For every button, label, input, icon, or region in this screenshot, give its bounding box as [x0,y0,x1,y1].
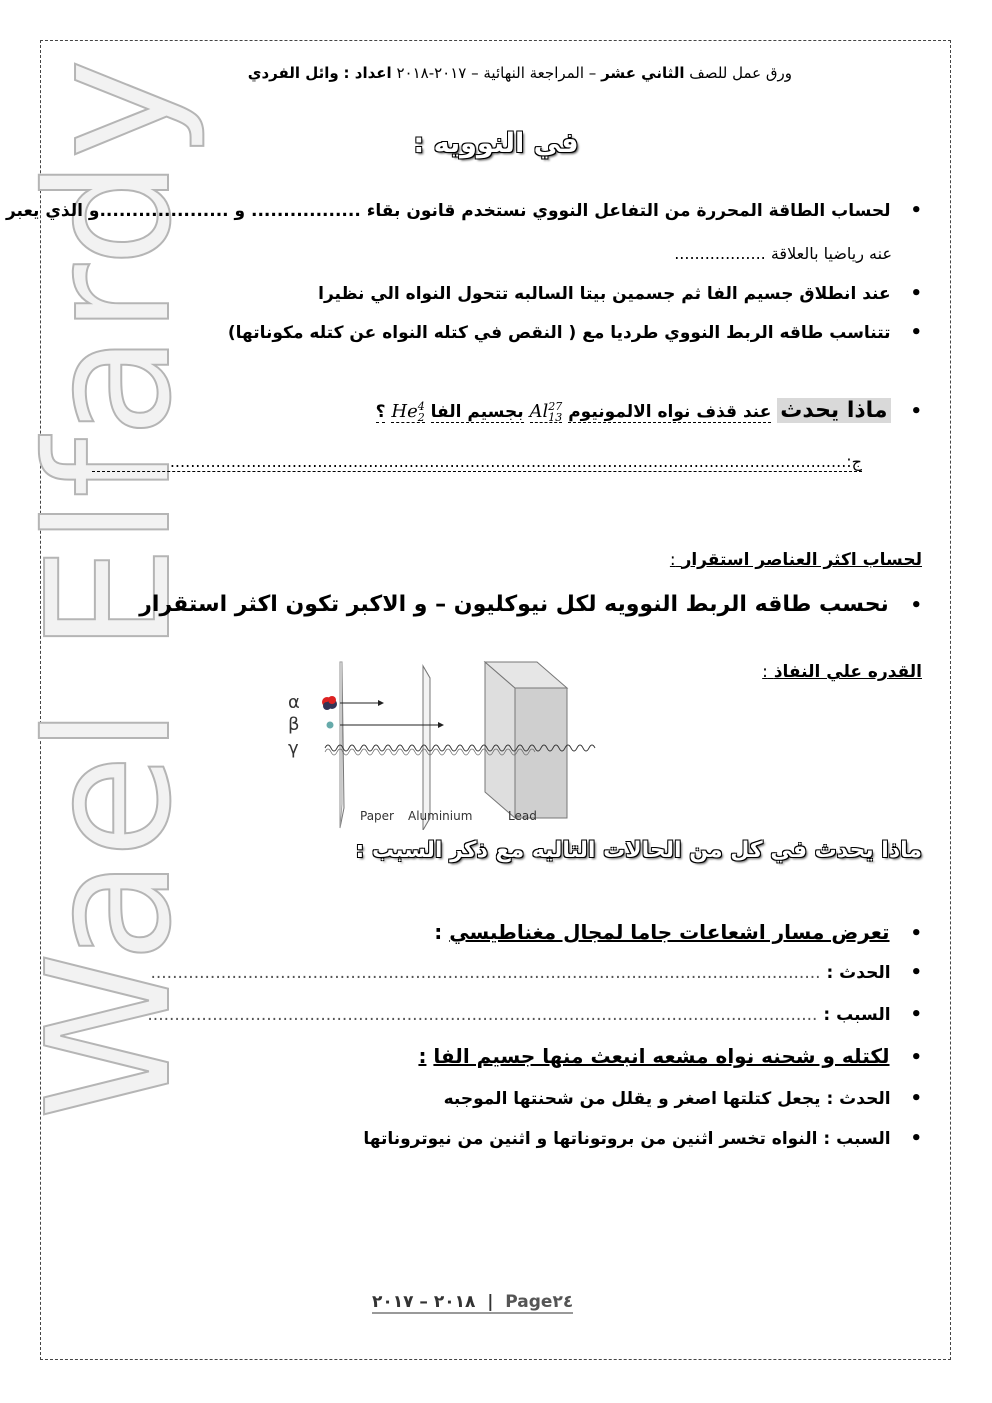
case2-title [418,1044,922,1068]
footer-page-number: ٢٤ [552,1292,574,1312]
case2-event-label: الحدث : [826,1089,891,1109]
stability-bullet [139,592,922,617]
penetration-diagram [280,658,600,830]
stability-bullet-text: نحسب طاقه الربط النوويه لكل نيوكليون – و الاكبر تكون اكثر استقرار [139,592,889,617]
header-middle: – المراجعة النهائية – ٢٠١٧-٢٠١٨ [396,64,597,82]
header-prefix: ورق عمل للصف [689,64,792,82]
bullet-energy-law-text: لحساب الطاقة المحررة من التفاعل النووي نستخدم قانون بقاء ................. و ....................و الذي يعبر [5,201,891,221]
header-grade: الثاني عشر [601,64,685,82]
page-header [248,64,792,82]
case1-title-text: تعرض مسار اشعاعات جاما لمجال مغناطيسي [449,920,890,944]
case1-event-dots: ............................................................................................................................ [150,963,821,983]
case1-reason [147,1004,922,1025]
lead-block [485,662,515,818]
page-title: في النوويه : [413,128,579,159]
stability-heading-text: لحساب اكثر العناصر استقرار [681,550,922,570]
bullet-energy-law [6,200,922,221]
case2-reason-label: السبب : [823,1129,891,1149]
case2-title-text: لكتله و شحنه نواه مشعه انبعث منها جسيم الفا [433,1044,890,1068]
footer-separator: | [487,1292,494,1312]
watermark: Wael Elfardy [11,58,209,1120]
bullet-energy-law-line2: عنه رياضيا بالعلاقة .................. [674,244,892,263]
case1-event [150,962,922,983]
question-mark: ؟ [375,402,386,422]
case1-title [434,920,922,944]
paper-label: Paper [360,809,394,823]
case1-reason-label: السبب : [823,1005,891,1025]
page-footer [372,1292,573,1314]
header-author: وائل الفردي [247,64,339,82]
footer-page-label: Page [505,1292,553,1312]
bullet-binding-energy [228,322,922,343]
aluminium-symbol: Al 27 13 [529,400,563,424]
question-highlight: ماذا يحدث [777,398,890,423]
bullet-binding-energy-text: تتناسب طاقه الربط النووي طرديا مع ( النقص في كتله النواه عن كتله مكوناتها) [227,323,891,343]
beta-label: β [288,714,300,735]
case2-reason-text: النواه تخسر اثنين من بروتوناتها و اثنين من نيوتروناتها [363,1129,818,1149]
stability-heading [670,550,922,570]
case1-colon: : [434,920,443,944]
case2-reason [363,1128,922,1149]
footer-years: ٢٠١٨ – ٢٠١٧ [372,1292,476,1312]
gamma-label: γ [288,738,299,759]
beta-particle-icon [327,722,334,729]
penetration-heading [762,662,922,682]
cases-heading: ماذا يحدث في كل من الحالات التاليه مع ذكر السبب : [355,838,922,863]
alpha-label: α [288,692,300,713]
stability-heading-colon: : [669,550,676,570]
penetration-heading-text: القدره علي النفاذ [773,662,922,682]
aluminium-label: Aluminium [408,809,473,823]
question-aluminium [376,398,922,423]
helium-symbol: He 4 2 [391,400,425,424]
penetration-heading-colon: : [762,662,768,682]
case2-colon: : [418,1044,427,1068]
bullet-alpha-beta-text: عند انطلاق جسيم الفا ثم جسمين بيتا السالبه تتحول النواه الي نظيرا [318,284,891,304]
lead-label: Lead [508,809,537,823]
alpha-particle-icon [322,696,337,710]
question-text-a: عند قذف نواه الالمونيوم [568,402,772,422]
case2-event [444,1088,922,1109]
answer-line: ج:..................................................................................................................................... [92,452,862,472]
case1-event-label: الحدث : [826,963,891,983]
question-text-b: بجسيم الفا [430,402,524,422]
header-prepared-label: اعداد : [343,64,392,82]
case1-reason-dots: ............................................................................................................................ [147,1005,818,1025]
bullet-alpha-beta [318,283,922,304]
case2-event-text: يجعل كتلتها اصغر و يقلل من شحنتها الموجبه [443,1089,821,1109]
